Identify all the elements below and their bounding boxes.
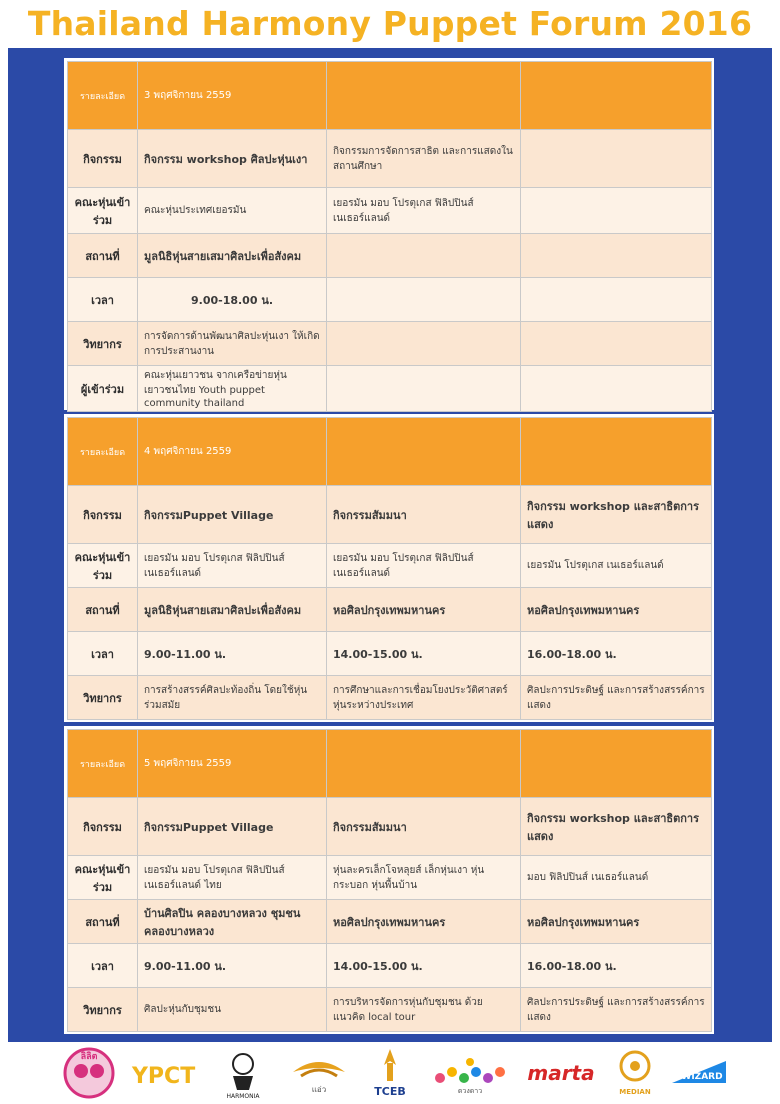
day-schedule-table-3: [64, 726, 714, 1034]
activity-cell: กิจกรรม workshop และสาธิตการแสดง: [521, 486, 712, 544]
troupes-cell: เยอรมัน มอบ โปรตุเกส ฟิลิปปินส์ เนเธอร์แลนด์: [327, 544, 521, 588]
troupes-cell: เยอรมัน โปรตุเกส เนเธอร์แลนด์: [521, 544, 712, 588]
venue-cell: หอศิลปกรุงเทพมหานคร: [521, 588, 712, 632]
participants-cell: [521, 366, 712, 412]
troupes-cell: เยอรมัน มอบ โปรตุเกส ฟิลิปปินส์ เนเธอร์แลนด์: [327, 188, 521, 234]
speaker-cell: ศิลปะการประดิษฐ์ และการสร้างสรรค์การแสดง: [521, 988, 712, 1032]
sponsor-logo-ypct: [130, 1045, 200, 1101]
activity-row-label: กิจกรรม: [68, 486, 138, 544]
activity-cell: กิจกรรมPuppet Village: [138, 486, 327, 544]
activity-cell: กิจกรรมสัมมนา: [327, 486, 521, 544]
participants-cell: [327, 366, 521, 412]
sponsor-logos: [60, 1042, 730, 1104]
sponsor-logo-median: [613, 1045, 657, 1101]
troupes-cell: เยอรมัน มอบ โปรตุเกส ฟิลิปปินส์ เนเธอร์แลนด์: [138, 544, 327, 588]
header-cell: [327, 62, 521, 130]
time-cell: 14.00-15.00 น.: [327, 944, 521, 988]
venue-cell: บ้านศิลปิน คลองบางหลวง ชุมชนคลองบางหลวง: [138, 900, 327, 944]
sponsor-ypct-text: YPCT: [131, 1064, 195, 1089]
participants-row-label: ผู้เข้าร่วม: [68, 366, 138, 412]
troupes-row-label: คณะหุ่นเข้าร่วม: [68, 544, 138, 588]
sponsor-median-text: MEDIAN: [618, 1088, 651, 1096]
sponsor-marta-text: marta: [527, 1061, 595, 1085]
time-cell: 14.00-15.00 น.: [327, 632, 521, 676]
sponsor-harmonia-text: HARMONIA: [226, 1093, 260, 1100]
sponsor-logo-wizard: [668, 1045, 730, 1101]
speaker-cell: การศึกษาและการเชื่อมโยงประวัติศาสตร์ หุ่นระหว่างประเทศ: [327, 676, 521, 720]
day-schedule-table-1: [64, 58, 714, 410]
troupes-cell: มอบ ฟิลิปปินส์ เนเธอร์แลนด์: [521, 856, 712, 900]
speaker-row-label: วิทยากร: [68, 676, 138, 720]
header-cell: [521, 730, 712, 798]
time-row-label: เวลา: [68, 632, 138, 676]
header-cell: [327, 730, 521, 798]
troupes-cell: คณะหุ่นประเทศเยอรมัน: [138, 188, 327, 234]
header-cell: [521, 418, 712, 486]
speaker-row-label: วิทยากร: [68, 322, 138, 366]
time-cell: 9.00-11.00 น.: [138, 944, 327, 988]
speaker-cell: ศิลปะการประดิษฐ์ และการสร้างสรรค์การแสดง: [521, 676, 712, 720]
date-row-label: รายละเอียด: [68, 418, 138, 486]
sponsor-aew-text: แอ่ว: [311, 1085, 326, 1094]
time-row-label: เวลา: [68, 278, 138, 322]
sponsor-lilit-text: ลิลิต: [80, 1052, 98, 1062]
time-cell: 16.00-18.00 น.: [521, 944, 712, 988]
activity-cell: กิจกรรม workshop และสาธิตการแสดง: [521, 798, 712, 856]
venue-cell: หอศิลปกรุงเทพมหานคร: [327, 900, 521, 944]
venue-cell: [327, 234, 521, 278]
date-row-label: รายละเอียด: [68, 730, 138, 798]
time-cell: [327, 278, 521, 322]
venue-row-label: สถานที่: [68, 900, 138, 944]
venue-cell: มูลนิธิหุ่นสายเสมาศิลปะเพื่อสังคม: [138, 234, 327, 278]
sponsor-logo-dots: [430, 1045, 510, 1101]
venue-cell: หอศิลปกรุงเทพมหานคร: [327, 588, 521, 632]
venue-cell: หอศิลปกรุงเทพมหานคร: [521, 900, 712, 944]
speaker-cell: ศิลปะหุ่นกับชุมชน: [138, 988, 327, 1032]
day-schedule-table-2: [64, 414, 714, 722]
activity-cell: กิจกรรมสัมมนา: [327, 798, 521, 856]
troupes-row-label: คณะหุ่นเข้าร่วม: [68, 188, 138, 234]
troupes-row-label: คณะหุ่นเข้าร่วม: [68, 856, 138, 900]
sponsor-logo-lilit: [60, 1045, 118, 1101]
venue-row-label: สถานที่: [68, 588, 138, 632]
activity-row-label: กิจกรรม: [68, 798, 138, 856]
participants-cell: คณะหุ่นเยาวชน จากเครือข่ายหุ่นเยาวชนไทย Youth puppet community thailand: [138, 366, 327, 412]
sponsor-tceb-text: TCEB: [374, 1085, 406, 1098]
header-cell: [327, 418, 521, 486]
activity-cell: กิจกรรมPuppet Village: [138, 798, 327, 856]
activity-row-label: กิจกรรม: [68, 130, 138, 188]
troupes-cell: เยอรมัน มอบ โปรตุเกส ฟิลิปปินส์ เนเธอร์แลนด์ ไทย: [138, 856, 327, 900]
speaker-cell: [327, 322, 521, 366]
sponsor-logo-tceb: [362, 1045, 418, 1101]
time-row-label: เวลา: [68, 944, 138, 988]
sponsor-dots-text: ดวงดาว: [457, 1087, 482, 1095]
activity-cell: [521, 130, 712, 188]
speaker-cell: การสร้างสรรค์ศิลปะท้องถิ่น โดยใช้หุ่นร่วมสมัย: [138, 676, 327, 720]
sponsor-logo-aew: [287, 1045, 351, 1101]
activity-cell: กิจกรรมการจัดการสาธิต และการแสดงในสถานศึกษา: [327, 130, 521, 188]
troupes-cell: หุ่นละครเล็กโจหลุยส์ เล็กหุ่นเงา หุ่นกระบอก หุ่นพื้นบ้าน: [327, 856, 521, 900]
venue-cell: [521, 234, 712, 278]
speaker-cell: [521, 322, 712, 366]
speaker-cell: การจัดการด้านพัฒนาศิลปะหุ่นเงา ให้เกิดการประสานงาน: [138, 322, 327, 366]
day-date: 5 พฤศจิกายน 2559: [138, 730, 327, 798]
venue-cell: มูลนิธิหุ่นสายเสมาศิลปะเพื่อสังคม: [138, 588, 327, 632]
speaker-row-label: วิทยากร: [68, 988, 138, 1032]
day-date: 4 พฤศจิกายน 2559: [138, 418, 327, 486]
sponsor-logo-harmonia: [211, 1045, 275, 1101]
venue-row-label: สถานที่: [68, 234, 138, 278]
time-cell: [521, 278, 712, 322]
day-date: 3 พฤศจิกายน 2559: [138, 62, 327, 130]
header-cell: [521, 62, 712, 130]
sponsor-logo-marta: [521, 1045, 601, 1101]
activity-cell: กิจกรรม workshop ศิลปะหุ่นเงา: [138, 130, 327, 188]
time-cell: 9.00-11.00 น.: [138, 632, 327, 676]
page-title: Thailand Harmony Puppet Forum 2016: [27, 4, 753, 43]
sponsor-wizard-text: WIZARD: [681, 1072, 723, 1082]
speaker-cell: การบริหารจัดการหุ่นกับชุมชน ด้วยแนวคิด local tour: [327, 988, 521, 1032]
troupes-cell: [521, 188, 712, 234]
date-row-label: รายละเอียด: [68, 62, 138, 130]
time-cell: 16.00-18.00 น.: [521, 632, 712, 676]
time-cell: 9.00-18.00 น.: [138, 278, 327, 322]
